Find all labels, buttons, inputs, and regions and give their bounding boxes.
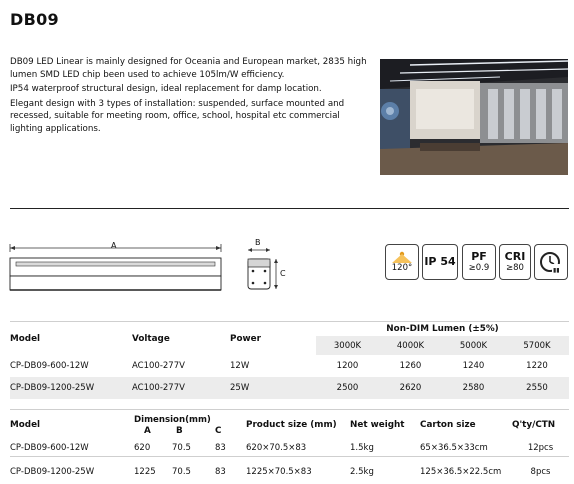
table-row [10, 355, 569, 377]
row-lumen-5700k: 1220 [526, 361, 548, 371]
header-cct-5000k: 5000K [459, 340, 488, 351]
cri-badge [499, 244, 531, 280]
header-model: Model [10, 420, 41, 430]
row-voltage: AC100-277V [132, 361, 185, 371]
header-model: Model [10, 333, 41, 344]
table2-top-rule [10, 409, 569, 410]
row-carton-size: 125×36.5×22.5cm [420, 467, 502, 477]
header-power: Power [230, 333, 261, 344]
row-carton-size: 65×36.5×33cm [420, 443, 488, 453]
row-dim-c: 83 [215, 467, 226, 477]
application-photo [380, 59, 568, 175]
row-qty: 12pcs [527, 443, 554, 453]
pf-label: PF [471, 250, 487, 263]
row-dim-b: 70.5 [172, 467, 191, 477]
dimension-label-c: C [280, 269, 286, 278]
svg-text:▮▮: ▮▮ [553, 267, 560, 274]
dimension-drawing [8, 236, 283, 296]
table-row [10, 460, 569, 484]
row-power: 25W [230, 383, 250, 393]
row-model: CP-DB09-600-12W [10, 361, 89, 371]
row-lumen-5000k: 2580 [462, 383, 485, 393]
beam-angle-value: 120° [391, 263, 413, 273]
description-paragraph-2: IP54 waterproof structural design, ideal replacement for damp location. [10, 84, 322, 94]
header-cct-3000k: 3000K [333, 340, 362, 351]
product-description [10, 56, 372, 137]
row-net-weight: 2.5kg [350, 467, 374, 477]
lumen-table [10, 322, 569, 399]
row-net-weight: 1.5kg [350, 443, 374, 453]
header-dimension: Dimension(mm) [134, 414, 211, 425]
table2-row-rule [10, 456, 569, 457]
row-model: CP-DB09-600-12W [10, 443, 89, 453]
header-net-weight: Net weight [350, 420, 405, 430]
row-lumen-4000k: 2620 [399, 383, 422, 393]
row-model: CP-DB09-1200-25W [10, 467, 95, 477]
description-paragraph-3: Elegant design with 3 types of installation: suspended, surface mounted and recessed, suitable for meeting room, office, school, hospital etc commercial lighting applications. [10, 98, 345, 134]
lifetime-badge [534, 244, 568, 280]
header-dim-c: C [215, 425, 222, 436]
row-dim-a: 1225 [134, 467, 156, 477]
row-qty: 8pcs [530, 467, 551, 477]
header-lumen-group: Non-DIM Lumen (±5%) [386, 324, 499, 334]
product-title: DB09 [10, 10, 59, 29]
header-carton-size: Carton size [420, 420, 476, 430]
beam-angle-icon [391, 251, 413, 263]
dimension-label-a: A [111, 241, 117, 250]
description-paragraph-1: DB09 LED Linear is mainly designed for Oceania and European market, 2835 high lumen SMD LED chip been used to achieve 105lm/W efficiency. [10, 57, 367, 80]
clock-lifetime-icon [538, 250, 564, 274]
beam-angle-badge [385, 244, 419, 280]
row-lumen-3000k: 1200 [336, 361, 359, 371]
ip-rating-value: IP 54 [424, 255, 456, 268]
row-power: 12W [230, 361, 250, 371]
header-dim-b: B [176, 425, 183, 436]
header-voltage: Voltage [132, 333, 170, 344]
header-product-size: Product size (mm) [246, 420, 337, 430]
table-row [10, 377, 569, 399]
header-cct-4000k: 4000K [396, 340, 425, 351]
row-dim-c: 83 [215, 443, 226, 453]
row-lumen-4000k: 1260 [399, 361, 422, 371]
row-lumen-3000k: 2500 [336, 383, 359, 393]
header-cct-5700k: 5700K [523, 340, 551, 351]
header-qty: Q'ty/CTN [512, 420, 556, 430]
dimension-label-b: B [255, 238, 261, 247]
header-dim-a: A [144, 425, 151, 436]
cri-label: CRI [504, 250, 526, 263]
row-product-size: 1225×70.5×83 [246, 467, 312, 477]
row-voltage: AC100-277V [132, 383, 185, 393]
row-lumen-5000k: 1240 [462, 361, 485, 371]
row-dim-b: 70.5 [172, 443, 191, 453]
pf-value: ≥0.9 [468, 263, 490, 273]
cri-value: ≥80 [506, 263, 524, 273]
section-divider [10, 208, 569, 209]
row-dim-a: 620 [134, 443, 151, 453]
power-factor-badge [462, 244, 496, 280]
row-product-size: 620×70.5×83 [246, 443, 307, 453]
row-lumen-5700k: 2550 [526, 383, 548, 393]
ip-rating-badge [422, 244, 458, 280]
packaging-table [10, 414, 569, 484]
row-model: CP-DB09-1200-25W [10, 383, 95, 393]
